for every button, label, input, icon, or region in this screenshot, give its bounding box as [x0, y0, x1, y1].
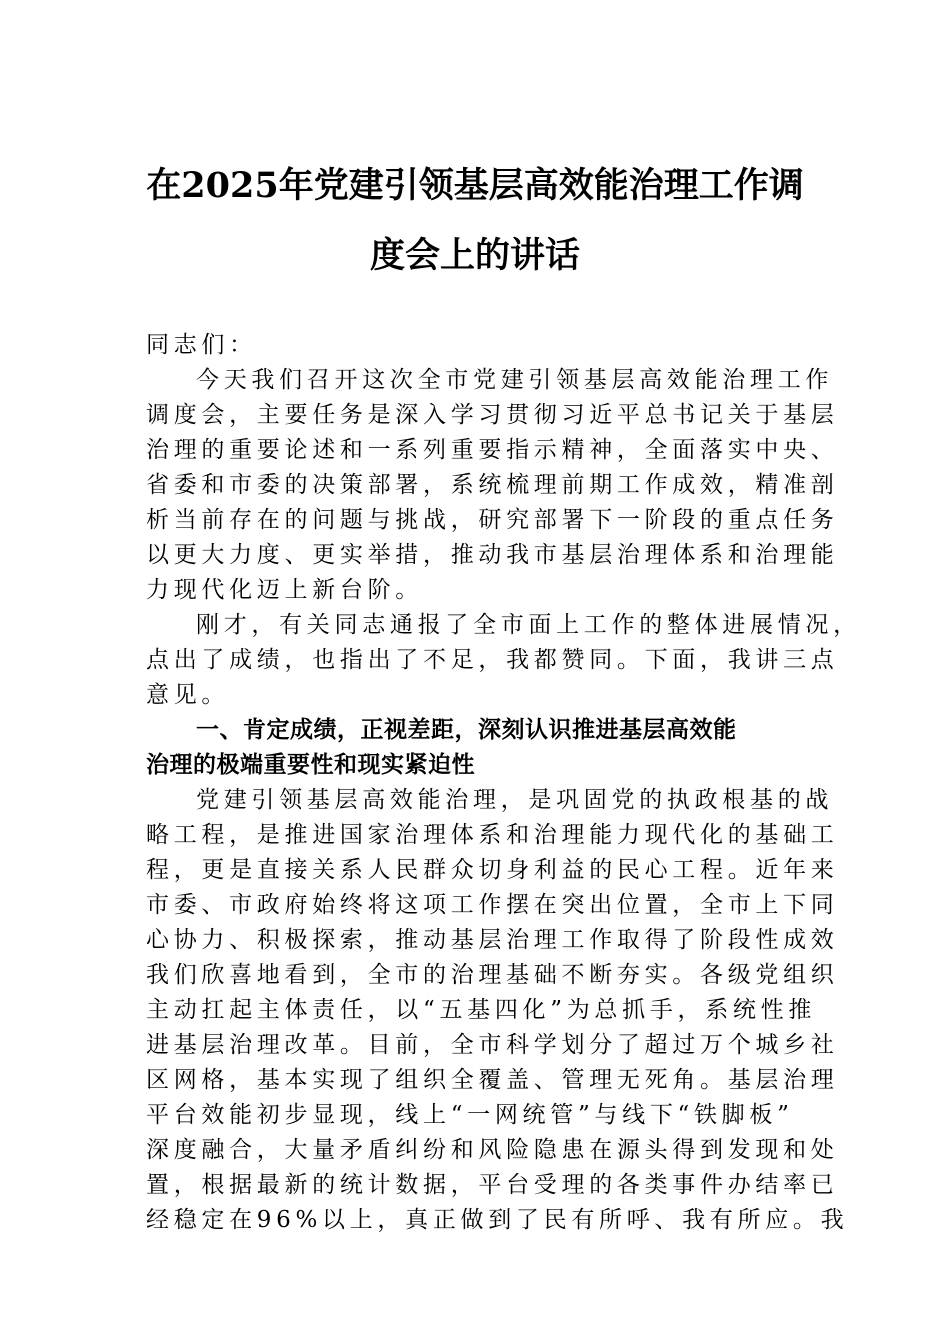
- paragraph-line: 区网格，基本实现了组织全覆盖、管理无死角。基层治理: [146, 1067, 839, 1093]
- document-title-line-1: 在2025年党建引领基层高效能治理工作调: [146, 165, 804, 206]
- paragraph-line: 治理的重要论述和一系列重要指示精神，全面落实中央、: [146, 437, 839, 463]
- paragraph-line: 以更大力度、更实举措，推动我市基层治理体系和治理能: [146, 542, 839, 568]
- paragraph-line: 点出了成绩，也指出了不足，我都赞同。下面，我讲三点: [146, 647, 839, 673]
- paragraph-line: 程，更是直接关系人民群众切身利益的民心工程。近年来: [146, 857, 839, 883]
- document-title-line-2: 度会上的讲话: [369, 235, 580, 276]
- paragraph-line: 深度融合，大量矛盾纠纷和风险隐患在源头得到发现和处: [146, 1137, 839, 1163]
- salutation: 同志们：: [146, 332, 257, 358]
- paragraph-line: 析当前存在的问题与挑战，研究部署下一阶段的重点任务: [146, 507, 839, 533]
- paragraph-line: 置，根据最新的统计数据，平台受理的各类事件办结率已: [146, 1172, 839, 1198]
- paragraph-line: 市委、市政府始终将这项工作摆在突出位置，全市上下同: [146, 892, 839, 918]
- paragraph-line: 调度会，主要任务是深入学习贯彻习近平总书记关于基层: [146, 402, 839, 428]
- paragraph-line: 我们欣喜地看到，全市的治理基础不断夯实。各级党组织: [146, 962, 839, 988]
- section-heading-line: 治理的极端重要性和现实紧迫性: [146, 752, 475, 778]
- paragraph-line: 进基层治理改革。目前，全市科学划分了超过万个城乡社: [146, 1032, 839, 1058]
- paragraph-line: 意见。: [146, 682, 230, 708]
- paragraph-line: 力现代化迈上新台阶。: [146, 577, 423, 603]
- paragraph-line: 经稳定在96%以上，真正做到了民有所呼、我有所应。我: [146, 1207, 849, 1233]
- paragraph-line: 党建引领基层高效能治理，是巩固党的执政根基的战: [196, 787, 834, 813]
- paragraph-line: 刚才，有关同志通报了全市面上工作的整体进展情况，: [196, 612, 861, 638]
- paragraph-line: 主动扛起主体责任，以“五基四化”为总抓手，系统性推: [146, 997, 817, 1023]
- paragraph-line: 略工程，是推进国家治理体系和治理能力现代化的基础工: [146, 822, 839, 848]
- paragraph-line: 省委和市委的决策部署，系统梳理前期工作成效，精准剖: [146, 472, 839, 498]
- section-heading-line: 一、肯定成绩，正视差距，深刻认识推进基层高效能: [196, 717, 737, 743]
- paragraph-line: 心协力、积极探索，推动基层治理工作取得了阶段性成效: [146, 927, 839, 953]
- paragraph-line: 平台效能初步显现，线上“一网统管”与线下“铁脚板”: [146, 1102, 794, 1128]
- paragraph-line: 今天我们召开这次全市党建引领基层高效能治理工作: [196, 367, 834, 393]
